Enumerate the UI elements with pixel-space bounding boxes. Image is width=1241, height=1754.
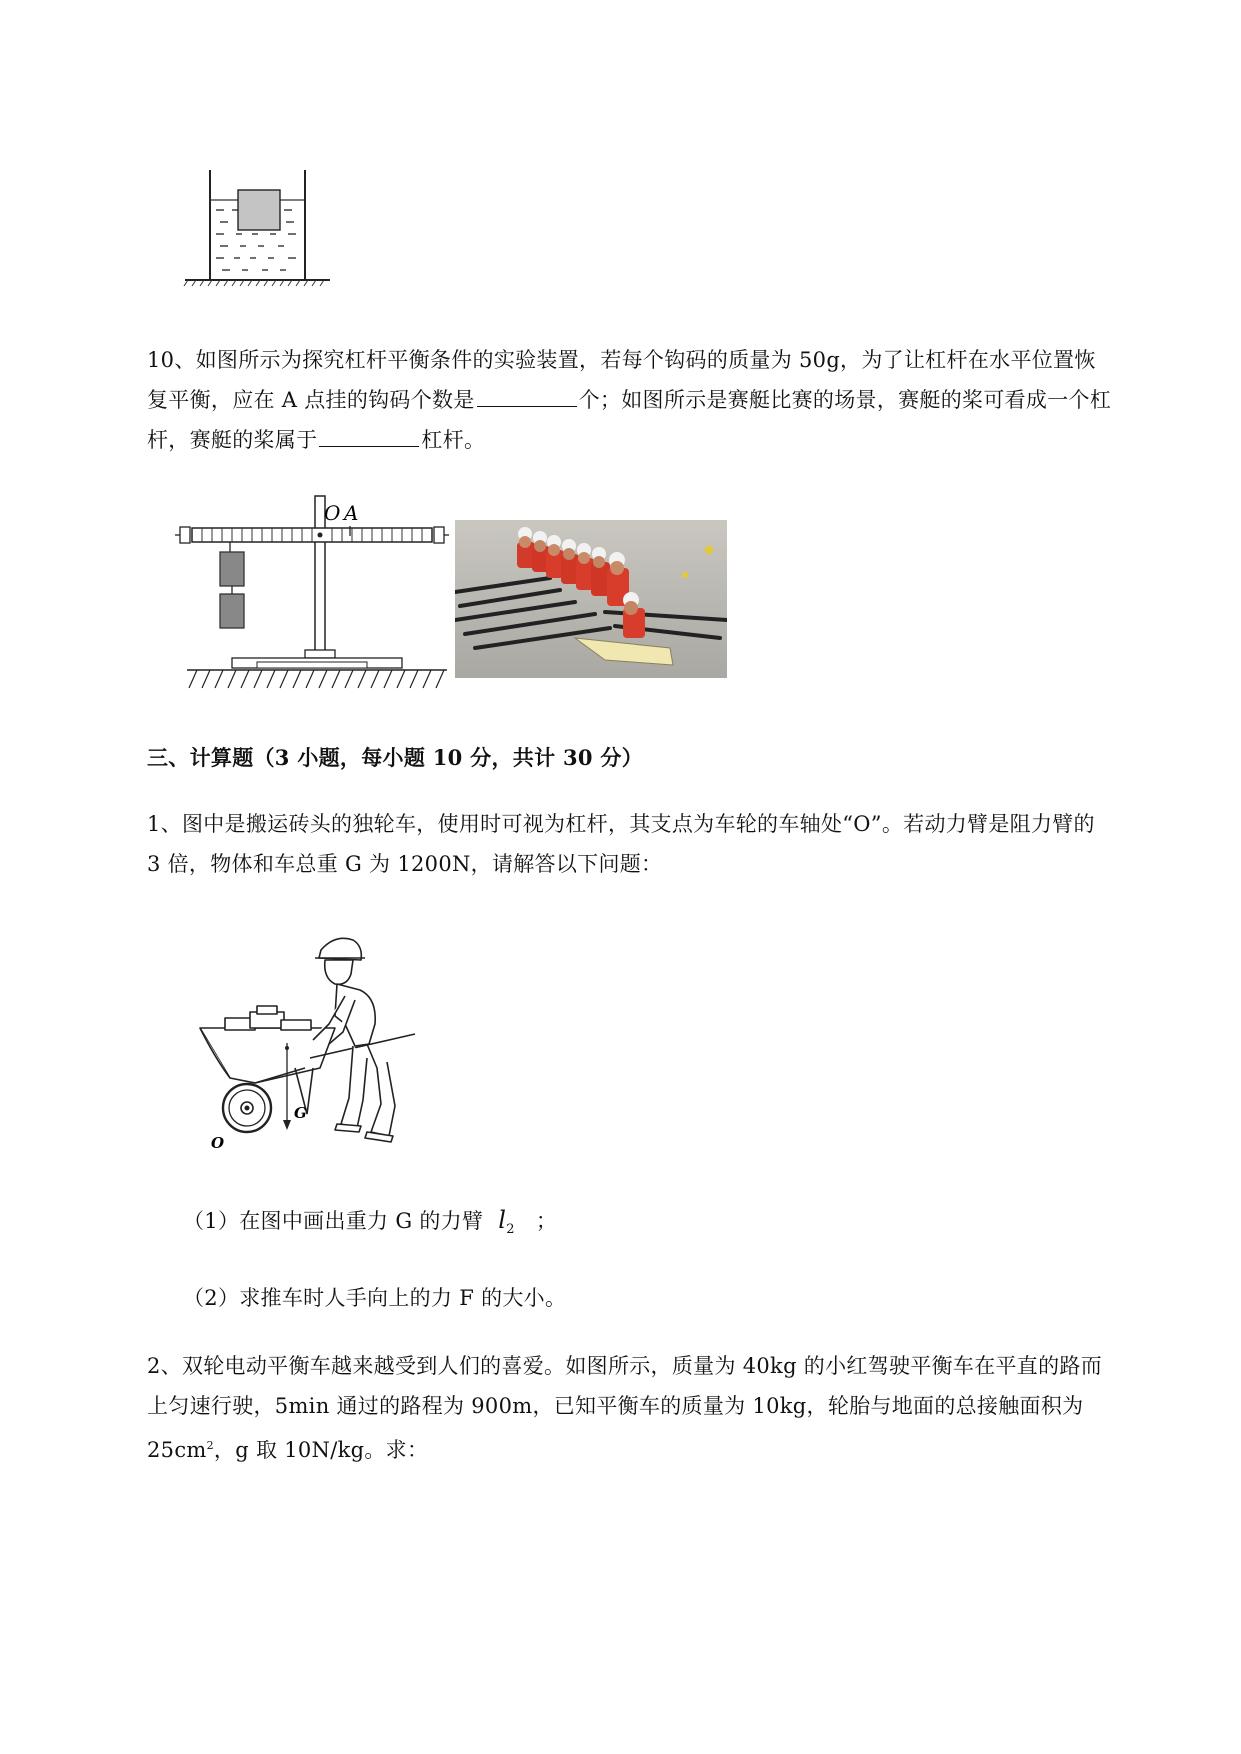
q2-line3-b: ，g 取 10N/kg。求： [213, 1438, 429, 1462]
q10-line2-a: 复平衡，应在 A 点挂的钩码个数是 [147, 388, 475, 412]
q2-line1: 2、双轮电动平衡车越来越受到人们的喜爱。如图所示，质量为 40kg 的小红驾驶平衡车在平直的路而 [147, 1354, 1102, 1378]
q1-line2: 3 倍，物体和车总重 G 为 1200N，请解答以下问题： [147, 852, 663, 876]
q10-line3-a: 杆，赛艇的桨属于 [147, 428, 318, 452]
q2-line3-sup: 2 [206, 1439, 214, 1452]
q2-line2: 上匀速行驶，5min 通过的路程为 900m，已知平衡车的质量为 10kg，轮胎与地面的总接触面积为 [147, 1394, 1084, 1418]
q1-sub2: （2）求推车时人手向上的力 F 的大小。 [183, 1286, 567, 1310]
q10-line3 [147, 420, 485, 460]
point-label-a: A [344, 501, 359, 525]
q1-line1: 1、图中是搬运砖头的独轮车，使用时可视为杠杆，其支点为车轮的车轴处“O”。若动力臂是阻力臂的 [147, 812, 1095, 836]
q10-line2 [147, 380, 1111, 420]
lever-apparatus-figure [172, 490, 454, 700]
q1-sub1 [183, 1200, 557, 1250]
lever-arm-subscript: 2 [506, 1222, 515, 1238]
answer-blank-lever-type[interactable] [319, 424, 419, 447]
q10-line2-b: 个；如图所示是赛艇比赛的场景，赛艇的桨可看成一个杠 [578, 388, 1112, 412]
float-block-figure [180, 170, 340, 290]
gravity-label-g: G [294, 1104, 307, 1122]
lever-arm-symbol: l [498, 1206, 507, 1234]
q10-line1: 10、如图所示为探究杠杆平衡条件的实验装置，若每个钩码的质量为 50g，为了让杠杆在水平位置恢 [147, 348, 1096, 372]
q2-line3-a: 25cm [147, 1438, 207, 1462]
q2-line3 [147, 1426, 428, 1470]
rowing-photo [455, 520, 727, 678]
answer-blank-count[interactable] [477, 384, 577, 407]
q10-line3-b: 杠杆。 [421, 428, 486, 452]
section3-heading: 三、计算题（3 小题，每小题 10 分，共计 30 分） [147, 745, 644, 770]
pivot-label-o: O [324, 501, 341, 525]
wheelbarrow-figure [195, 928, 425, 1153]
q1-sub1-b: ； [535, 1209, 558, 1233]
fulcrum-label-o: O [211, 1134, 225, 1152]
q1-sub1-a: （1）在图中画出重力 G 的力臂 [183, 1209, 484, 1233]
